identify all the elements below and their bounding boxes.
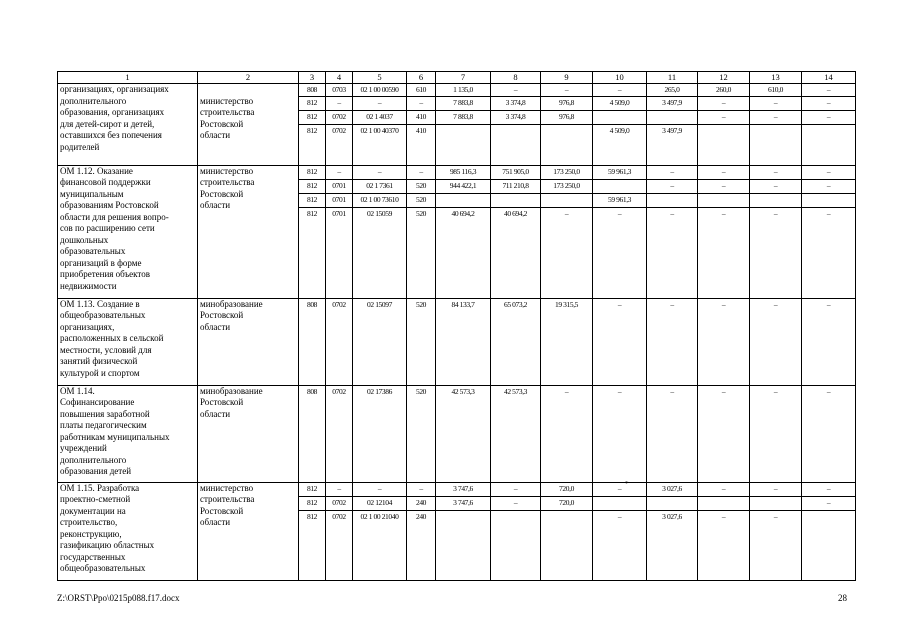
value-cell: – — [593, 482, 647, 496]
value-cell: 260,0 — [698, 84, 750, 97]
value-cell: 976,8 — [541, 110, 593, 124]
row-executor — [198, 298, 299, 385]
value-cell — [436, 124, 491, 165]
header-cell: 5 — [353, 72, 407, 84]
value-cell: 02 1 00 73610 — [353, 193, 407, 207]
value-cell: – — [698, 207, 750, 298]
value-cell: 7 883,8 — [436, 96, 491, 110]
row-executor-line: Ростовской — [200, 310, 244, 320]
value-cell: – — [698, 385, 750, 482]
row-executor-line: области — [200, 200, 231, 210]
value-cell — [802, 510, 856, 580]
value-cell — [593, 179, 647, 193]
row-executor-line: области — [200, 408, 231, 419]
row-name-line: документации на — [60, 505, 126, 516]
value-cell: 3 747,6 — [436, 482, 491, 496]
value-cell: 410 — [407, 110, 436, 124]
value-cell: 0701 — [326, 207, 353, 298]
value-cell — [698, 124, 750, 165]
value-cell: – — [491, 496, 541, 510]
value-cell: 0702 — [326, 385, 353, 482]
value-cell: 65 073,2 — [491, 298, 541, 385]
header-cell: 1 — [58, 72, 198, 84]
value-cell: 7 883,8 — [436, 110, 491, 124]
row-name — [58, 385, 198, 482]
row-name-line: организаций в форме — [60, 257, 142, 268]
value-cell: 3 374,8 — [491, 110, 541, 124]
value-cell: 1 135,0 — [436, 84, 491, 97]
value-cell: 0702 — [326, 510, 353, 580]
value-cell: 84 133,7 — [436, 298, 491, 385]
value-cell: – — [593, 298, 647, 385]
row-name-line: государственных — [60, 551, 126, 562]
value-cell: 0702 — [326, 298, 353, 385]
value-cell: 3 374,8 — [491, 96, 541, 110]
row-name-line: области для решения вопро- — [60, 211, 169, 222]
row-name-line: образования детей — [60, 466, 132, 476]
row-executor-line: Ростовской — [200, 505, 244, 516]
row-name-line: учреждений — [60, 443, 107, 453]
value-cell: – — [802, 96, 856, 110]
value-cell: – — [541, 207, 593, 298]
value-cell: – — [593, 385, 647, 482]
row-executor-line: области — [200, 517, 231, 527]
value-cell: – — [698, 510, 750, 580]
row-executor-line: министерство — [200, 165, 254, 176]
value-cell: 520 — [407, 298, 436, 385]
value-cell: 610 — [407, 84, 436, 97]
row-name-line: Софинансирование — [60, 397, 135, 407]
row-name-line: культурой и спортом — [60, 367, 140, 378]
value-cell: 3 027,6 — [647, 482, 698, 496]
value-cell — [802, 124, 856, 165]
value-cell — [541, 124, 593, 165]
value-cell: 02 12104 — [353, 496, 407, 510]
row-name-line: общеобразовательных — [60, 310, 146, 320]
value-cell: – — [407, 96, 436, 110]
value-cell: 808 — [299, 84, 326, 97]
row-name-line: муниципальным — [60, 188, 124, 199]
row-name-line: газификацию областных — [60, 540, 155, 550]
value-cell: 711 210,8 — [491, 179, 541, 193]
row-executor — [198, 84, 299, 166]
value-cell: 976,8 — [541, 96, 593, 110]
row-name — [58, 165, 198, 298]
value-cell: 173 250,0 — [541, 165, 593, 179]
value-cell — [647, 193, 698, 207]
row-executor-line: Ростовской — [200, 118, 244, 129]
table-row — [58, 385, 856, 482]
row-name-line: образования, организациях — [60, 107, 165, 117]
row-name-line: работникам муниципальных — [60, 431, 170, 442]
value-cell: – — [802, 385, 856, 482]
value-cell: – — [647, 179, 698, 193]
value-cell: 808 — [299, 298, 326, 385]
row-executor-line: строительства — [200, 107, 255, 117]
row-name-line: финансовой поддержки — [60, 177, 151, 187]
header-cell: 10 — [593, 72, 647, 84]
row-name-line: ОМ 1.13. Создание в — [60, 298, 140, 309]
row-executor — [198, 165, 299, 298]
value-cell — [491, 510, 541, 580]
value-cell: 19 315,5 — [541, 298, 593, 385]
value-cell: 02 15059 — [353, 207, 407, 298]
value-cell: – — [353, 165, 407, 179]
value-cell: 812 — [299, 165, 326, 179]
row-name-line: образовательных — [60, 246, 126, 256]
value-cell — [541, 510, 593, 580]
row-name-line: ОМ 1.15. Разработка — [60, 482, 140, 493]
value-cell: – — [647, 385, 698, 482]
row-name-line: занятий физической — [60, 356, 138, 366]
row-executor — [198, 385, 299, 482]
value-cell: 0701 — [326, 179, 353, 193]
value-cell: – — [750, 179, 802, 193]
value-cell: – — [750, 207, 802, 298]
row-name-line: приобретения объектов — [60, 269, 150, 279]
value-cell: 40 694,2 — [436, 207, 491, 298]
row-executor-line: строительства — [200, 177, 255, 187]
value-cell: – — [491, 84, 541, 97]
row-executor — [198, 482, 299, 580]
row-name-line: платы педагогическим — [60, 420, 147, 430]
value-cell: 812 — [299, 179, 326, 193]
value-cell: – — [802, 207, 856, 298]
value-cell: 812 — [299, 207, 326, 298]
row-name-line: родителей — [60, 141, 100, 152]
value-cell: – — [802, 496, 856, 510]
row-name-line: общеобразовательных — [60, 563, 146, 573]
value-cell: 0702 — [326, 496, 353, 510]
header-cell: 12 — [698, 72, 750, 84]
header-cell: 6 — [407, 72, 436, 84]
value-cell — [647, 496, 698, 510]
value-cell: 3 497,9 — [647, 96, 698, 110]
value-cell: 812 — [299, 124, 326, 165]
value-cell: 812 — [299, 193, 326, 207]
value-cell: 42 573,3 — [491, 385, 541, 482]
value-cell: 410 — [407, 124, 436, 165]
value-cell: 02 1 00 21040 — [353, 510, 407, 580]
value-cell: 610,0 — [750, 84, 802, 97]
row-name-line: ОМ 1.12. Оказание — [60, 165, 133, 176]
value-cell: – — [353, 482, 407, 496]
value-cell — [698, 193, 750, 207]
value-cell: – — [698, 298, 750, 385]
row-executor-line: Ростовской — [200, 397, 244, 407]
value-cell: 4 509,0 — [593, 124, 647, 165]
value-cell: – — [593, 510, 647, 580]
value-cell — [647, 110, 698, 124]
header-cell: 7 — [436, 72, 491, 84]
value-cell: 02 1 00 00590 — [353, 84, 407, 97]
header-cell: 2 — [198, 72, 299, 84]
row-name — [58, 482, 198, 580]
value-cell: – — [698, 482, 750, 496]
value-cell: – — [802, 298, 856, 385]
value-cell — [750, 496, 802, 510]
row-executor-line — [200, 84, 296, 96]
value-cell: 3 747,6 — [436, 496, 491, 510]
table-row — [58, 482, 856, 496]
table-row — [58, 84, 856, 97]
value-cell: 59 961,3 — [593, 165, 647, 179]
value-cell: 02 15097 — [353, 298, 407, 385]
value-cell — [750, 193, 802, 207]
value-cell: – — [407, 165, 436, 179]
value-cell: – — [326, 165, 353, 179]
value-cell: 812 — [299, 482, 326, 496]
value-cell — [436, 193, 491, 207]
value-cell: – — [326, 96, 353, 110]
value-cell — [593, 110, 647, 124]
value-cell: – — [647, 165, 698, 179]
value-cell — [750, 124, 802, 165]
value-cell: – — [541, 385, 593, 482]
header-cell: 4 — [326, 72, 353, 84]
row-name-line: местности, условий для — [60, 344, 152, 355]
value-cell: – — [407, 482, 436, 496]
header-cell: 3 — [299, 72, 326, 84]
row-name-line: дополнительного — [60, 454, 127, 465]
row-executor-line: министерство — [200, 482, 254, 493]
value-cell — [436, 510, 491, 580]
value-cell: – — [750, 482, 802, 496]
row-name — [58, 84, 198, 166]
value-cell: 0702 — [326, 110, 353, 124]
value-cell: 812 — [299, 510, 326, 580]
table-row — [58, 165, 856, 179]
row-executor-line: минобразование — [200, 298, 263, 309]
header-cell: 11 — [647, 72, 698, 84]
value-cell: 812 — [299, 96, 326, 110]
value-cell: 985 116,3 — [436, 165, 491, 179]
value-cell — [541, 193, 593, 207]
row-name-line: дополнительного — [60, 95, 127, 106]
value-cell: – — [750, 510, 802, 580]
page-number: 28 — [838, 593, 847, 603]
row-name-line: сов по расширению сети — [60, 223, 155, 233]
row-executor-line: строительства — [200, 494, 255, 504]
value-cell: – — [802, 110, 856, 124]
value-cell: 944 422,1 — [436, 179, 491, 193]
value-cell: 4 509,0 — [593, 96, 647, 110]
row-name-line: недвижимости — [60, 280, 117, 291]
value-cell: 808 — [299, 385, 326, 482]
value-cell: 3 497,9 — [647, 124, 698, 165]
value-cell: – — [491, 482, 541, 496]
header-cell: 14 — [802, 72, 856, 84]
value-cell: 240 — [407, 496, 436, 510]
row-name — [58, 298, 198, 385]
value-cell: 520 — [407, 193, 436, 207]
row-name-line: строительство, — [60, 517, 118, 527]
value-cell: – — [750, 96, 802, 110]
value-cell: 720,0 — [541, 482, 593, 496]
value-cell: – — [802, 482, 856, 496]
value-cell: 40 694,2 — [491, 207, 541, 298]
value-cell: 02 1 7361 — [353, 179, 407, 193]
value-cell: – — [647, 298, 698, 385]
value-cell: – — [698, 179, 750, 193]
value-cell: – — [593, 84, 647, 97]
value-cell — [802, 193, 856, 207]
row-executor-line: минобразование — [200, 385, 263, 396]
header-cell: 8 — [491, 72, 541, 84]
value-cell — [491, 124, 541, 165]
value-cell: 02 1 00 40370 — [353, 124, 407, 165]
value-cell: – — [593, 207, 647, 298]
value-cell: – — [698, 96, 750, 110]
value-cell: 02 1 4037 — [353, 110, 407, 124]
value-cell — [491, 193, 541, 207]
row-name-line: реконструкцию, — [60, 528, 122, 539]
row-name-line: дошкольных — [60, 234, 109, 245]
asterisk-mark: * — [625, 480, 629, 488]
row-name-line: образованиям Ростовской — [60, 200, 159, 210]
row-name-line: организациях, — [60, 321, 115, 332]
value-cell: – — [698, 165, 750, 179]
value-cell: 0703 — [326, 84, 353, 97]
value-cell — [593, 496, 647, 510]
value-cell: – — [750, 165, 802, 179]
value-cell: – — [750, 298, 802, 385]
value-cell: 3 027,6 — [647, 510, 698, 580]
value-cell: – — [353, 96, 407, 110]
value-cell: 520 — [407, 179, 436, 193]
budget-table — [57, 71, 856, 581]
value-cell: – — [647, 207, 698, 298]
value-cell: – — [802, 165, 856, 179]
value-cell: – — [750, 110, 802, 124]
row-name-line: расположенных в сельской — [60, 333, 164, 343]
row-executor-line: области — [200, 130, 231, 140]
value-cell: 265,0 — [647, 84, 698, 97]
row-name-line: организациях, организациях — [60, 84, 169, 94]
value-cell: – — [750, 385, 802, 482]
row-name-line: проектно-сметной — [60, 494, 131, 504]
value-cell: 0701 — [326, 193, 353, 207]
value-cell: 520 — [407, 207, 436, 298]
value-cell: 520 — [407, 385, 436, 482]
value-cell: 0702 — [326, 124, 353, 165]
value-cell: 173 250,0 — [541, 179, 593, 193]
row-name-line: для детей-сирот и детей, — [60, 118, 155, 129]
value-cell: 812 — [299, 110, 326, 124]
row-executor-line: Ростовской — [200, 188, 244, 199]
header-row — [58, 72, 856, 84]
value-cell: – — [802, 179, 856, 193]
row-name-line: оставшихся без попечения — [60, 130, 162, 140]
value-cell: 59 961,3 — [593, 193, 647, 207]
value-cell: – — [802, 84, 856, 97]
value-cell: 42 573,3 — [436, 385, 491, 482]
table-row — [58, 298, 856, 385]
row-name-line: ОМ 1.14. — [60, 385, 95, 396]
value-cell: 240 — [407, 510, 436, 580]
value-cell: – — [698, 110, 750, 124]
row-executor-line: области — [200, 321, 231, 332]
header-cell: 9 — [541, 72, 593, 84]
row-name-line: повышения заработной — [60, 408, 150, 419]
value-cell: – — [326, 482, 353, 496]
header-cell: 13 — [750, 72, 802, 84]
value-cell — [698, 496, 750, 510]
value-cell: – — [541, 84, 593, 97]
row-executor-line: министерство — [200, 95, 254, 106]
value-cell: 720,0 — [541, 496, 593, 510]
value-cell: 751 905,0 — [491, 165, 541, 179]
value-cell: 812 — [299, 496, 326, 510]
value-cell: 02 17386 — [353, 385, 407, 482]
footer-file-path: Z:\ORST\Ppo\0215p088.f17.docx — [57, 593, 180, 603]
